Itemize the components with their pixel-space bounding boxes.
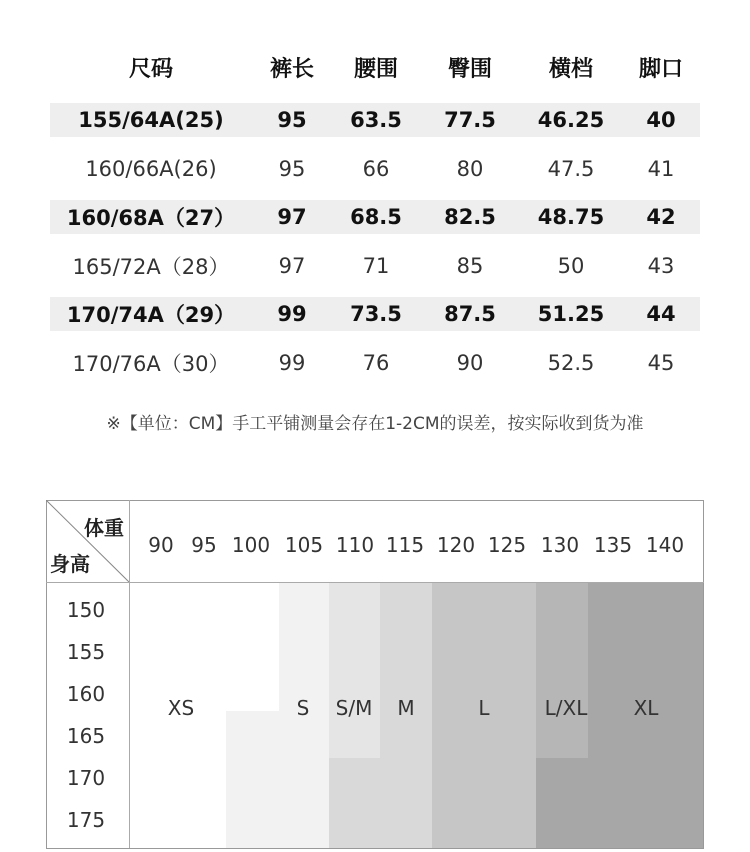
height-label: 155	[66, 640, 106, 664]
weight-label: 95	[191, 533, 217, 557]
cell-thigh: 46.25	[537, 108, 605, 132]
divider-vertical	[129, 500, 130, 848]
size-label-m: M	[397, 696, 415, 720]
weight-label: 140	[645, 533, 685, 557]
table-row	[50, 346, 700, 380]
size-table-header	[50, 50, 700, 84]
cell-hem: 42	[646, 205, 676, 229]
cell-waist: 76	[362, 351, 390, 375]
cell-waist: 68.5	[350, 205, 402, 229]
table-row	[50, 200, 700, 234]
cell-hem: 45	[647, 351, 675, 375]
cell-hip: 85	[456, 254, 484, 278]
weight-label: 130	[540, 533, 580, 557]
cell-size: 155/64A(25)	[78, 108, 224, 132]
cell-hem: 43	[647, 254, 675, 278]
cell-hip: 77.5	[444, 108, 496, 132]
header-hip: 臀围	[447, 56, 492, 82]
cell-waist: 73.5	[350, 302, 402, 326]
cell-hem: 44	[646, 302, 676, 326]
cell-hip: 87.5	[444, 302, 496, 326]
cell-thigh: 47.5	[547, 157, 595, 181]
size-label-l-xl: L/XL	[544, 696, 588, 720]
cell-thigh: 48.75	[537, 205, 605, 229]
header-pants-length: 裤长	[269, 56, 314, 82]
height-label: 150	[66, 598, 106, 622]
size-recommendation-chart	[46, 500, 704, 849]
weight-label: 90	[148, 533, 174, 557]
cell-hip: 82.5	[444, 205, 496, 229]
table-row	[50, 297, 700, 331]
cell-thigh: 52.5	[547, 351, 595, 375]
cell-waist: 63.5	[350, 108, 402, 132]
size-label-xs: XS	[167, 696, 195, 720]
height-label: 175	[66, 808, 106, 832]
cell-size: 170/76A（30）	[72, 352, 230, 376]
header-hem: 脚口	[638, 56, 683, 82]
cell-thigh: 51.25	[537, 302, 605, 326]
cell-pants-length: 97	[278, 254, 306, 278]
cell-hip: 80	[456, 157, 484, 181]
cell-hip: 90	[456, 351, 484, 375]
header-size: 尺码	[128, 56, 173, 82]
divider-horizontal	[46, 582, 704, 583]
cell-pants-length: 99	[277, 302, 307, 326]
weight-label: 125	[487, 533, 527, 557]
table-row	[50, 152, 700, 186]
weight-label: 115	[385, 533, 425, 557]
size-label-xl: XL	[633, 696, 659, 720]
cell-pants-length: 97	[277, 205, 307, 229]
cell-waist: 71	[362, 254, 390, 278]
cell-size: 170/74A（29）	[66, 303, 236, 327]
size-label-s: S	[296, 696, 310, 720]
weight-label: 120	[436, 533, 476, 557]
table-row	[50, 249, 700, 283]
weight-label: 135	[593, 533, 633, 557]
cell-size: 165/72A（28）	[72, 255, 230, 279]
measurement-note: ※【单位：CM】手工平铺测量会存在1-2CM的误差，按实际收到货为准	[106, 414, 644, 434]
cell-size: 160/66A(26)	[85, 157, 217, 181]
size-label-s-m: S/M	[335, 696, 373, 720]
cell-hem: 41	[647, 157, 675, 181]
corner-label-height: 身高	[50, 552, 90, 576]
height-label: 170	[66, 766, 106, 790]
cell-pants-length: 95	[278, 157, 306, 181]
corner-label-weight: 体重	[84, 516, 124, 540]
cell-hem: 40	[646, 108, 676, 132]
weight-label: 100	[231, 533, 271, 557]
cell-thigh: 50	[557, 254, 585, 278]
height-label: 165	[66, 724, 106, 748]
weight-label: 110	[335, 533, 375, 557]
weight-label: 105	[284, 533, 324, 557]
size-label-l: L	[478, 696, 490, 720]
header-waist: 腰围	[353, 56, 398, 82]
table-row	[50, 103, 700, 137]
height-label: 160	[66, 682, 106, 706]
cell-waist: 66	[362, 157, 390, 181]
header-thigh: 横档	[548, 56, 593, 82]
cell-size: 160/68A（27）	[66, 206, 236, 230]
cell-pants-length: 95	[277, 108, 307, 132]
cell-pants-length: 99	[278, 351, 306, 375]
